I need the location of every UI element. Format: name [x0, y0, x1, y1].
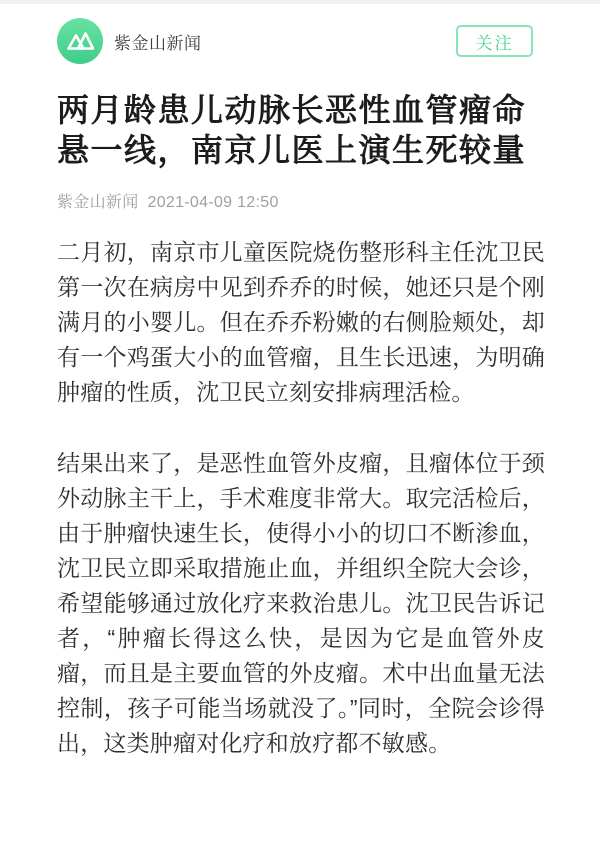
publisher-name[interactable]: 紫金山新闻: [114, 33, 202, 53]
byline-source: 紫金山新闻: [57, 194, 139, 211]
mountain-peaks-icon: [57, 18, 103, 64]
follow-button[interactable]: 关注: [456, 25, 533, 57]
article-page: [0, 18, 600, 761]
article-title: 两月龄患儿动脉长恶性血管瘤命悬一线，南京儿医上演生死较量: [57, 92, 527, 168]
publisher-header: [57, 18, 545, 64]
top-edge-strip: [0, 0, 600, 4]
article-paragraph: 二月初，南京市儿童医院烧伤整形科主任沈卫民第一次在病房中见到乔乔的时候，她还只是个刚满月的小婴儿。但在乔乔粉嫩的右侧脸颊处，却有一个鸡蛋大小的血管瘤，且生长迅速，为明确肿瘤的性质，沈卫民立刻安排病理活检。: [57, 239, 545, 405]
publisher-logo[interactable]: [57, 18, 103, 64]
article-body: [57, 235, 545, 761]
article-byline: [57, 189, 545, 212]
byline-datetime: 2021-04-09 12:50: [147, 194, 279, 211]
article-paragraph: 结果出来了，是恶性血管外皮瘤，且瘤体位于颈外动脉主干上，手术难度非常大。取完活检后，由于肿瘤快速生长，使得小小的切口不断渗血，沈卫民立即采取措施止血，并组织全院大会诊，希望能够通过放化疗来救治患儿。沈卫民告诉记者，“肿瘤长得这么快，是因为它是血管外皮瘤，而且是主要血管的外皮瘤。术中出血量无法控制，孩子可能当场就没了。”同时，全院会诊得出，这类肿瘤对化疗和放疗都不敏感。: [57, 450, 545, 756]
